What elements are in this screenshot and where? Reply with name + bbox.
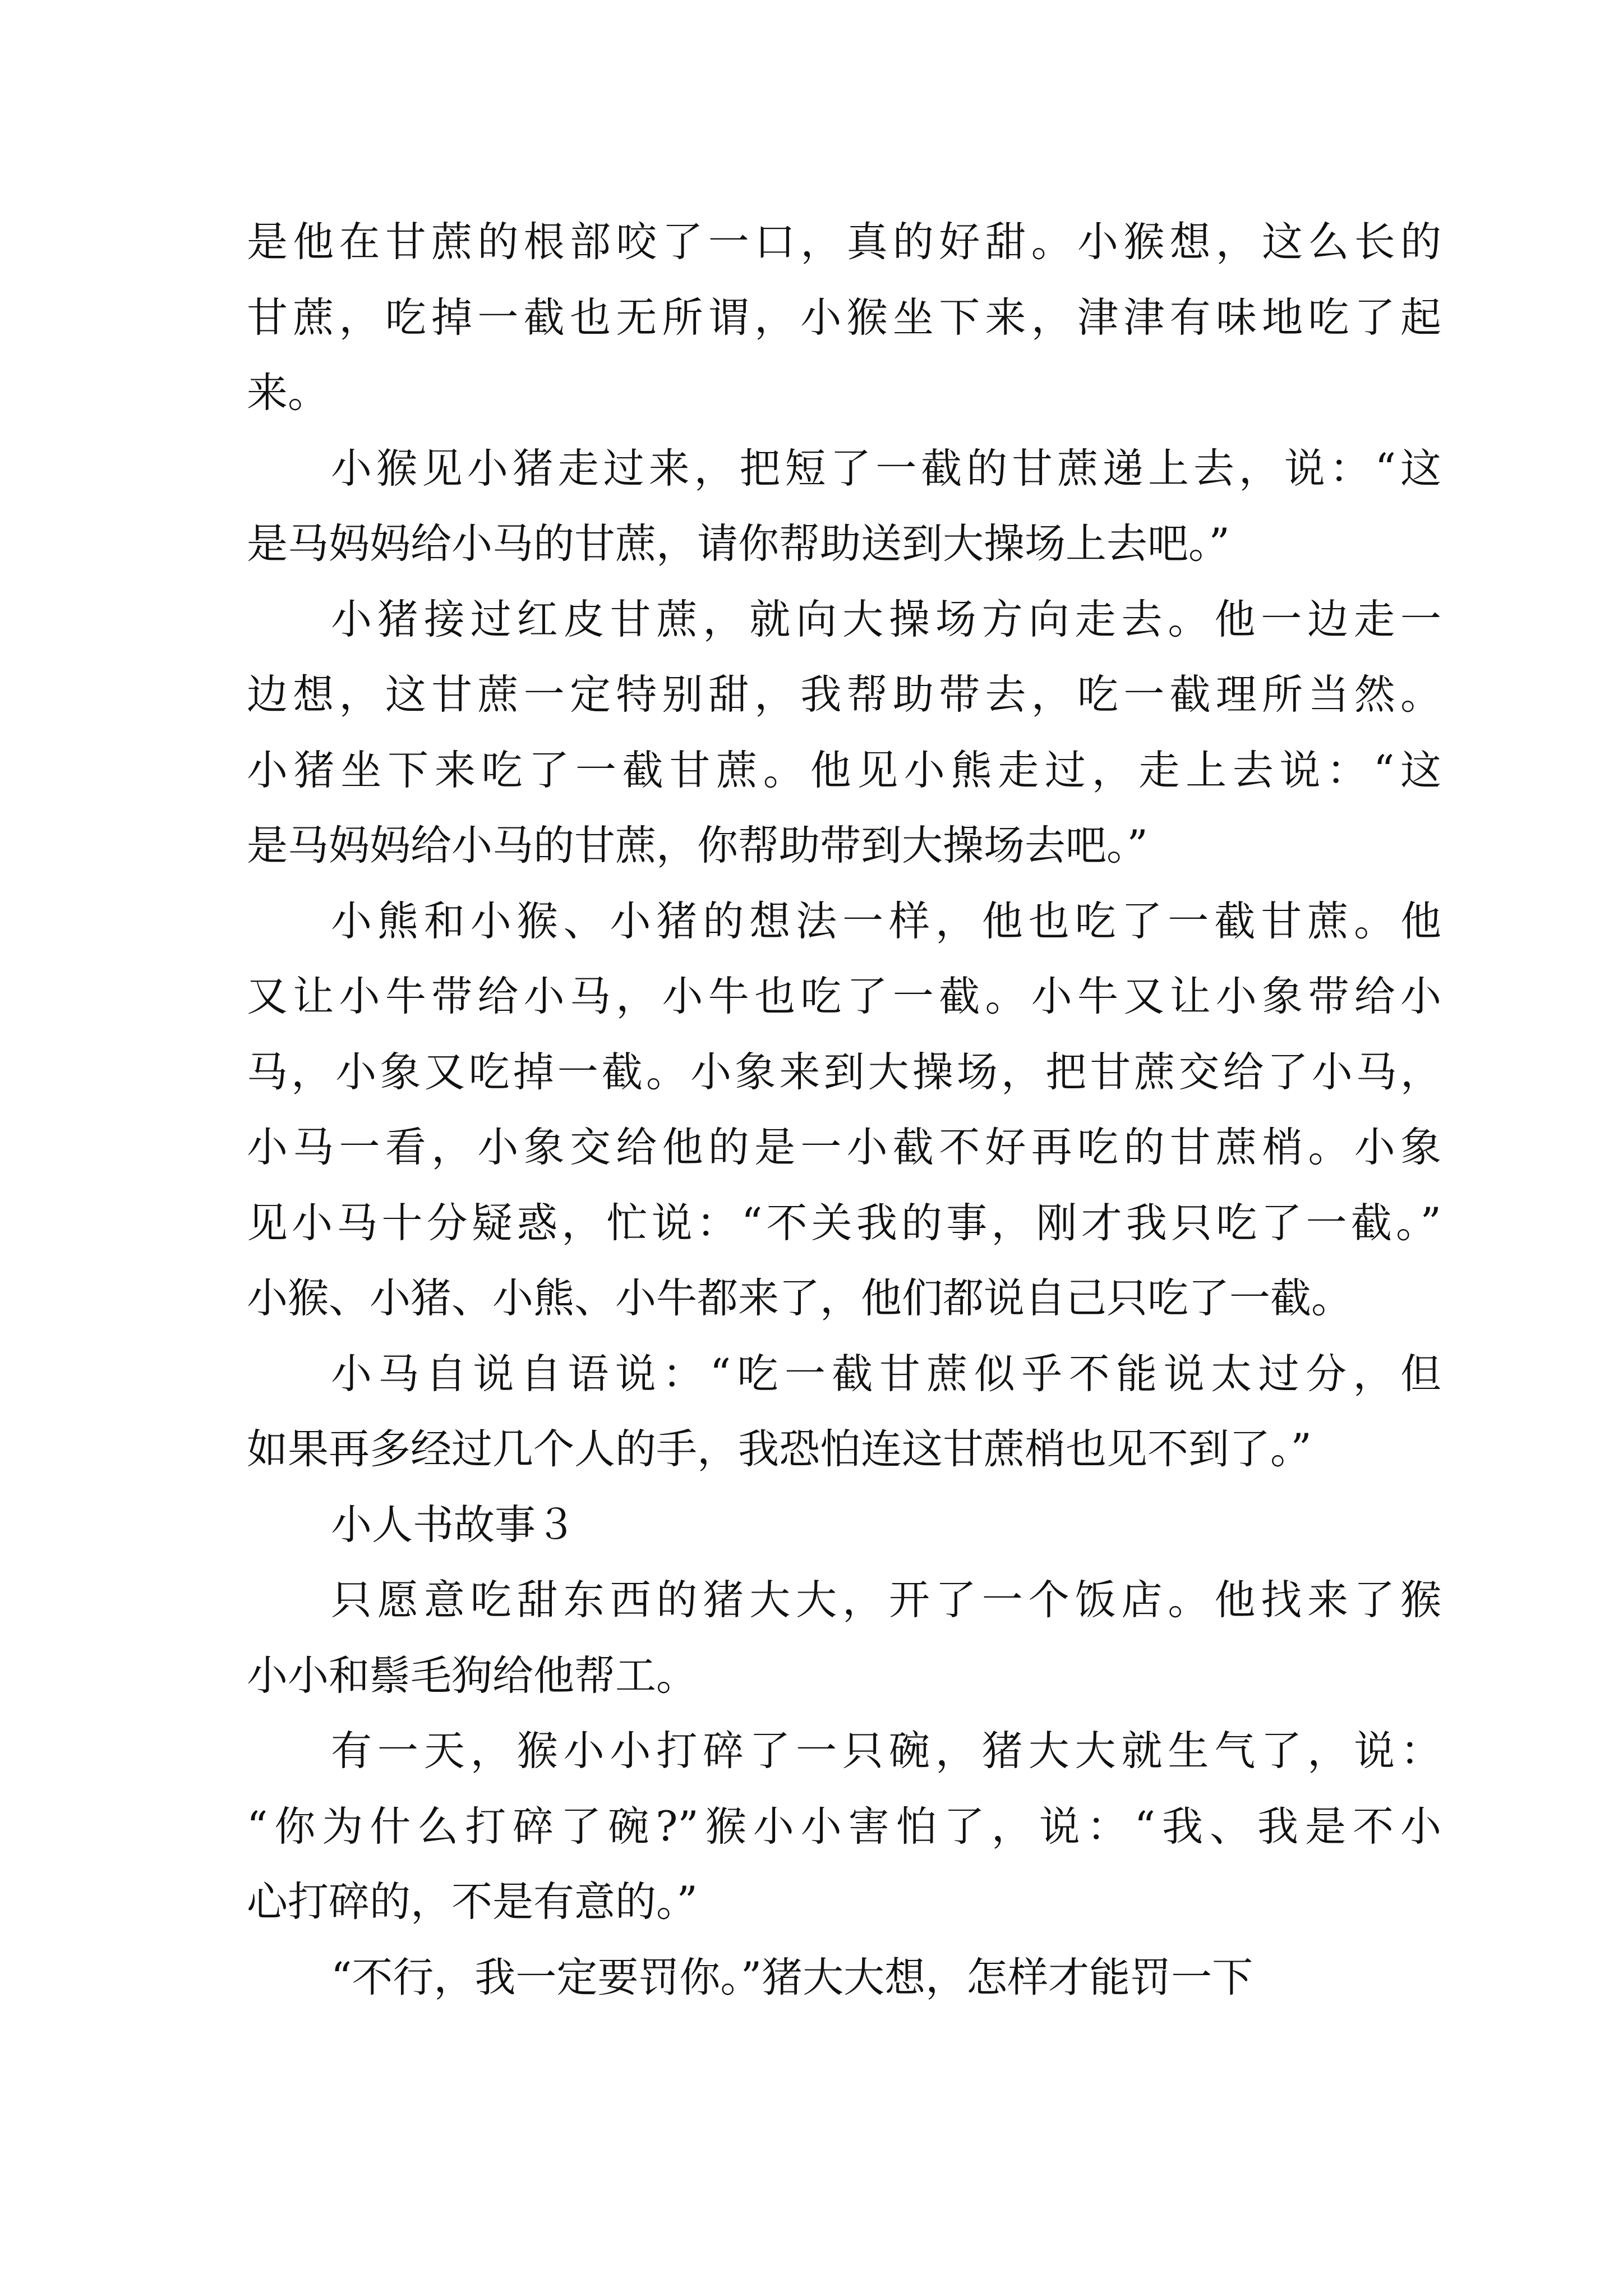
text-line: 马，小象又吃掉一截。小象来到大操场，把甘蔗交给了小马，: [247, 1048, 1441, 1096]
text-line: 小小和鬃毛狗给他帮工。: [247, 1651, 697, 1700]
text-line: “不行，我一定要罚你。”猪大大想，怎样才能罚一下: [331, 1953, 1253, 2001]
paragraph: [247, 1337, 1441, 1488]
text-line: 小猴、小猪、小熊、小牛都来了，他们都说自己只吃了一截。: [247, 1274, 1352, 1322]
text-line: 小马一看，小象交给他的是一小截不好再吃的甘蔗梢。小象: [247, 1124, 1441, 1171]
paragraph: [247, 431, 1441, 582]
text-line: 小熊和小猴、小猪的想法一样，他也吃了一截甘蔗。他: [331, 897, 1441, 945]
paragraph: [247, 205, 1441, 431]
paragraph: [247, 884, 1441, 1337]
text-line: 是马妈妈给小马的甘蔗，你帮助带到大操场去吧。”: [247, 822, 1148, 869]
text-line: 有一天，猴小小打碎了一只碗，猪大大就生气了，说：: [331, 1727, 1441, 1775]
text-line: 来。: [247, 369, 329, 417]
text-line: 又让小牛带给小马，小牛也吃了一截。小牛又让小象带给小: [247, 973, 1441, 1020]
paragraph: [247, 1563, 1441, 1714]
text-line: 只愿意吃甜东西的猪大大，开了一个饭店。他找来了猴: [331, 1576, 1441, 1624]
text-line: “你为什么打碎了碗?”猴小小害怕了，说：“我、我是不小: [247, 1802, 1441, 1851]
text-line: 小猪接过红皮甘蔗，就向大操场方向走去。他一边走一: [331, 595, 1441, 643]
text-line: 如果再多经过几个人的手，我恐怕连这甘蔗梢也见不到了。”: [247, 1425, 1312, 1473]
text-line: 小猴见小猪走过来，把短了一截的甘蔗递上去，说：“这: [331, 444, 1441, 493]
text-line: 是他在甘蔗的根部咬了一口，真的好甜。小猴想，这么长的: [247, 218, 1441, 266]
text-line: 小人书故事３: [331, 1501, 577, 1549]
text-line: 小猪坐下来吃了一截甘蔗。他见小熊走过，走上去说：“这: [247, 746, 1441, 794]
document-body: [247, 205, 1441, 2016]
paragraph: [247, 1714, 1441, 1940]
paragraph: [247, 582, 1441, 884]
text-line: 见小马十分疑惑，忙说：“不关我的事，刚才我只吃了一截。”: [247, 1199, 1441, 1247]
text-line: 心打碎的，不是有意的。”: [247, 1878, 698, 1926]
text-line: 是马妈妈给小马的甘蔗，请你帮助送到大操场上去吧。”: [247, 520, 1230, 568]
paragraph: [247, 1940, 1441, 2016]
text-line: 边想，这甘蔗一定特别甜，我帮助带去，吃一截理所当然。: [247, 671, 1441, 719]
paragraph: [247, 1488, 1441, 1563]
text-line: 小马自说自语说：“吃一截甘蔗似乎不能说太过分，但: [331, 1350, 1441, 1398]
text-line: 甘蔗，吃掉一截也无所谓，小猴坐下来，津津有味地吃了起: [247, 293, 1441, 342]
